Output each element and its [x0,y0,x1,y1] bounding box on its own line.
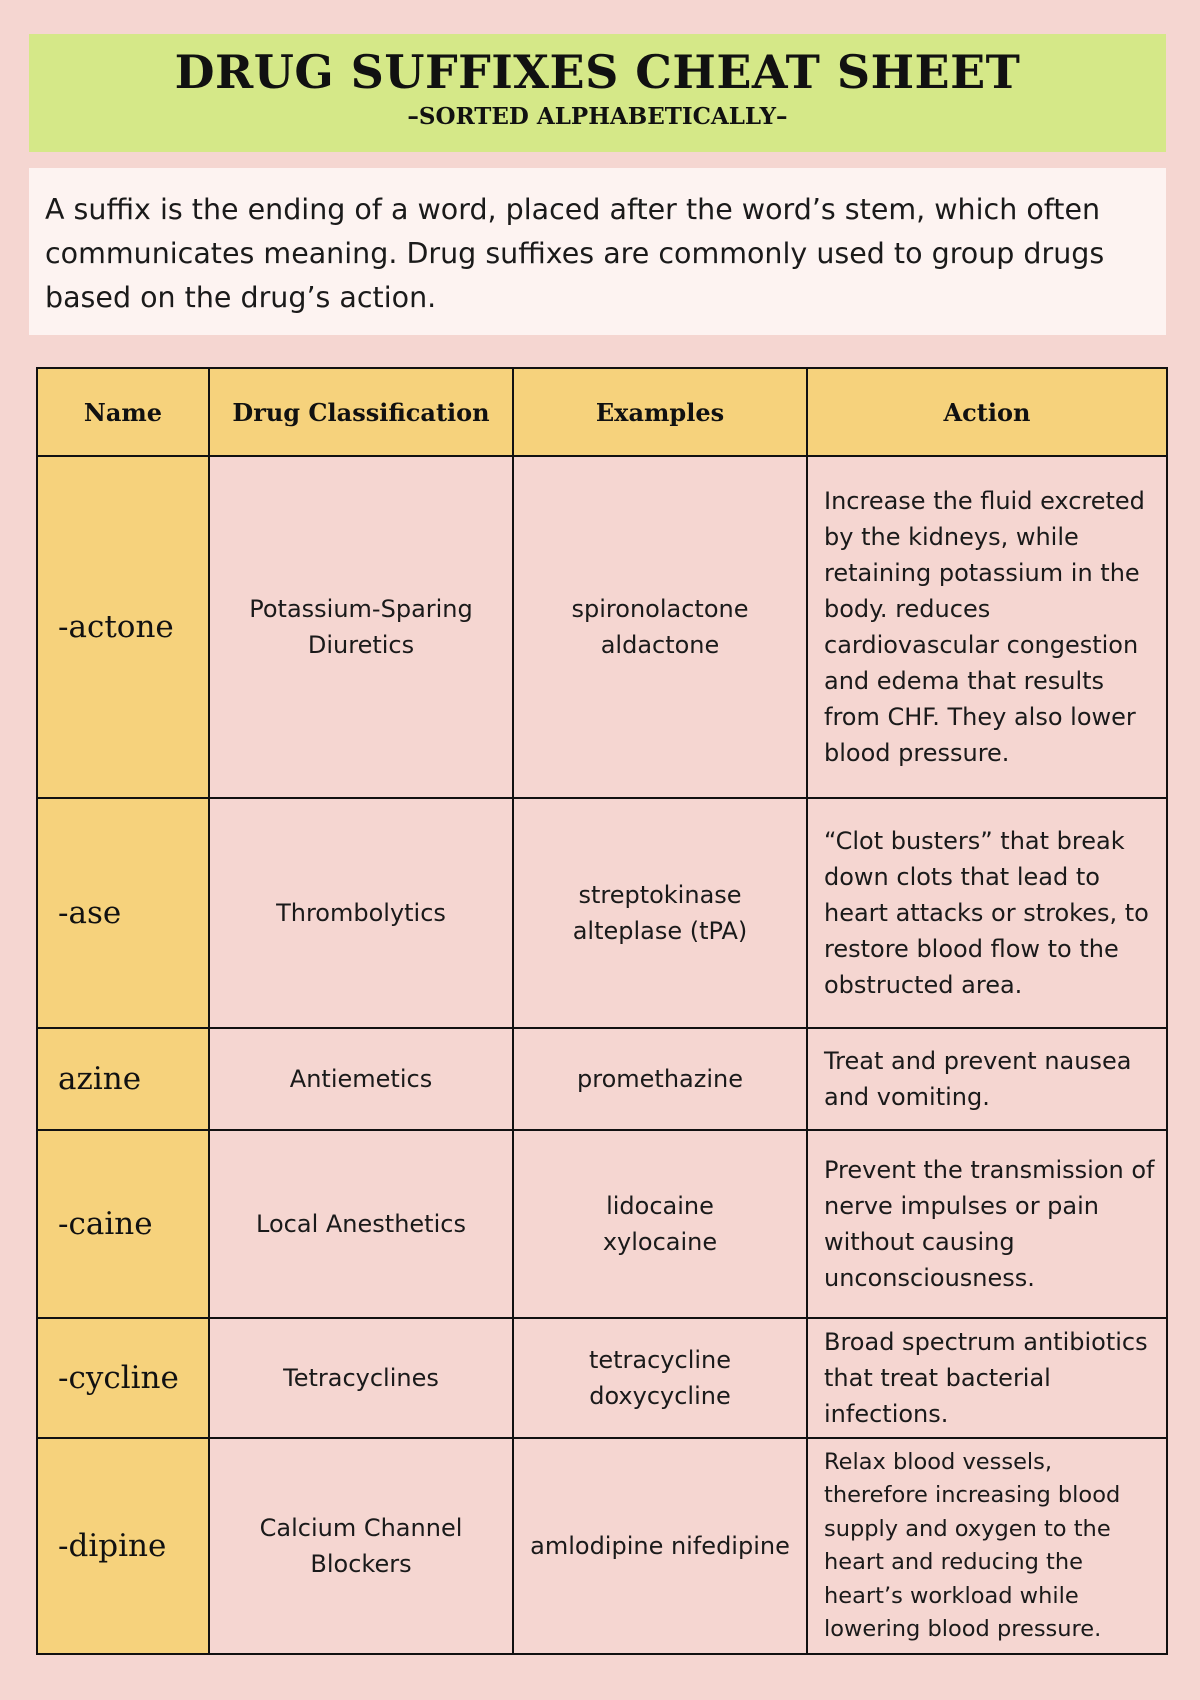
drug-examples: lidocaine xylocaine [513,1130,807,1318]
drug-action: Increase the fluid excreted by the kidneys, while retaining potassium in the body. reduces cardiovascular congestion and edema that results from CHF. They also lower blood pressure. [807,456,1167,798]
table-row [37,1028,1167,1130]
table-row [37,798,1167,1028]
intro-text: A suffix is the ending of a word, placed after the word’s stem, which often communicates meaning. Drug suffixes are commonly used to group drugs based on the drug’s action. [29,168,1166,335]
drug-examples: streptokinase alteplase (tPA) [513,798,807,1028]
column-header-classification: Drug Classification [209,368,513,456]
drug-classification: Thrombolytics [209,798,513,1028]
drug-action: Treat and prevent nausea and vomiting. [807,1028,1167,1130]
drug-examples: amlodipine nifedipine [513,1438,807,1654]
drug-examples: promethazine [513,1028,807,1130]
drug-classification: Antiemetics [209,1028,513,1130]
page-subtitle: –SORTED ALPHABETICALLY– [407,102,788,130]
drug-examples: spironolactone aldactone [513,456,807,798]
drug-classification: Local Anesthetics [209,1130,513,1318]
table-row [37,1318,1167,1438]
table-row [37,456,1167,798]
drug-action: Broad spectrum antibiotics that treat bacterial infections. [807,1318,1167,1438]
suffix-name: -ase [37,798,209,1028]
drug-suffix-table [36,367,1168,1655]
drug-action: “Clot busters” that break down clots that lead to heart attacks or strokes, to restore blood flow to the obstructed area. [807,798,1167,1028]
drug-examples: tetracycline doxycycline [513,1318,807,1438]
drug-classification: Calcium Channel Blockers [209,1438,513,1654]
suffix-name: -cycline [37,1318,209,1438]
suffix-name: azine [37,1028,209,1130]
page-title: DRUG SUFFIXES CHEAT SHEET [174,45,1021,99]
drug-action: Prevent the transmission of nerve impulses or pain without causing unconsciousness. [807,1130,1167,1318]
drug-classification: Tetracyclines [209,1318,513,1438]
column-header-examples: Examples [513,368,807,456]
table-header-row [37,368,1167,456]
suffix-name: -actone [37,456,209,798]
column-header-action: Action [807,368,1167,456]
suffix-name: -dipine [37,1438,209,1654]
table-row [37,1438,1167,1654]
drug-action: Relax blood vessels, therefore increasing blood supply and oxygen to the heart and reducing the heart’s workload while lowering blood pressure. [807,1438,1167,1654]
title-banner [29,34,1166,152]
column-header-name: Name [37,368,209,456]
drug-classification: Potassium-Sparing Diuretics [209,456,513,798]
suffix-name: -caine [37,1130,209,1318]
table-row [37,1130,1167,1318]
